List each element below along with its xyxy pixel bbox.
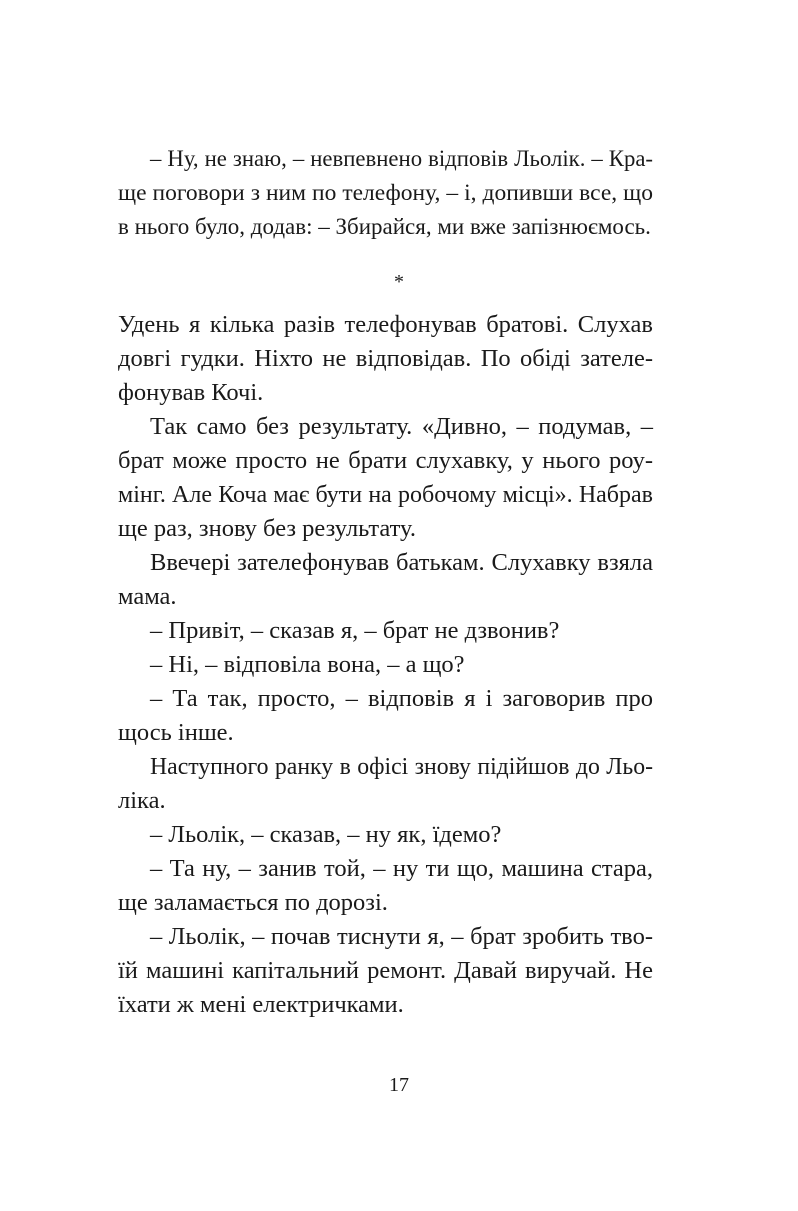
text-line: Наступного ранку в офісі знову підійшов до Льо- (150, 754, 653, 780)
text-line: – Та ну, – занив той, – ну ти що, машина стара, (150, 855, 653, 882)
text-line: їй машині капітальний ремонт. Давай виручай. Не (118, 957, 653, 984)
page-number: 17 (389, 1074, 409, 1096)
text-line: мінг. Але Коча має бути на робочому місці». Набрав (118, 482, 653, 508)
section-separator: * (394, 271, 404, 293)
text-line: – Привіт, – сказав я, – брат не дзвонив? (150, 617, 560, 644)
text-line: ще раз, знову без результату. (118, 515, 416, 542)
text-line: Так само без результату. «Дивно, – подумав, – (150, 413, 653, 440)
text-line: – Льолік, – почав тиснути я, – брат зробить тво- (150, 923, 653, 950)
text-line: – Ну, не знаю, – невпевнено відповів Льолік. – Кра- (150, 146, 653, 171)
text-line: ліка. (118, 787, 166, 814)
text-line: в нього було, додав: – Збирайся, ми вже запізнюємось. (118, 214, 651, 239)
text-line: ще поговори з ним по телефону, – і, допивши все, що (118, 180, 653, 206)
text-line: щось інше. (118, 719, 234, 746)
text-line: мама. (118, 583, 177, 610)
text-line: брат може просто не брати слухавку, у нього роу- (118, 447, 653, 474)
text-line: ще заламається по дорозі. (118, 889, 388, 916)
text-line: – Ні, – відповіла вона, – а що? (150, 651, 465, 678)
text-line: Ввечері зателефонував батькам. Слухавку взяла (150, 549, 653, 576)
body-text (118, 308, 653, 1022)
text-line: їхати ж мені електричками. (118, 991, 404, 1018)
text-line: довгі гудки. Ніхто не відповідав. По обіді зателе- (118, 345, 653, 372)
text-line: Удень я кілька разів телефонував братові. Слухав (118, 311, 653, 338)
paragraph-dialogue-top (118, 142, 653, 244)
text-line: фонував Кочі. (118, 379, 264, 406)
text-line: – Льолік, – сказав, – ну як, їдемо? (150, 821, 502, 848)
text-line: – Та так, просто, – відповів я і заговорив про (150, 685, 653, 712)
